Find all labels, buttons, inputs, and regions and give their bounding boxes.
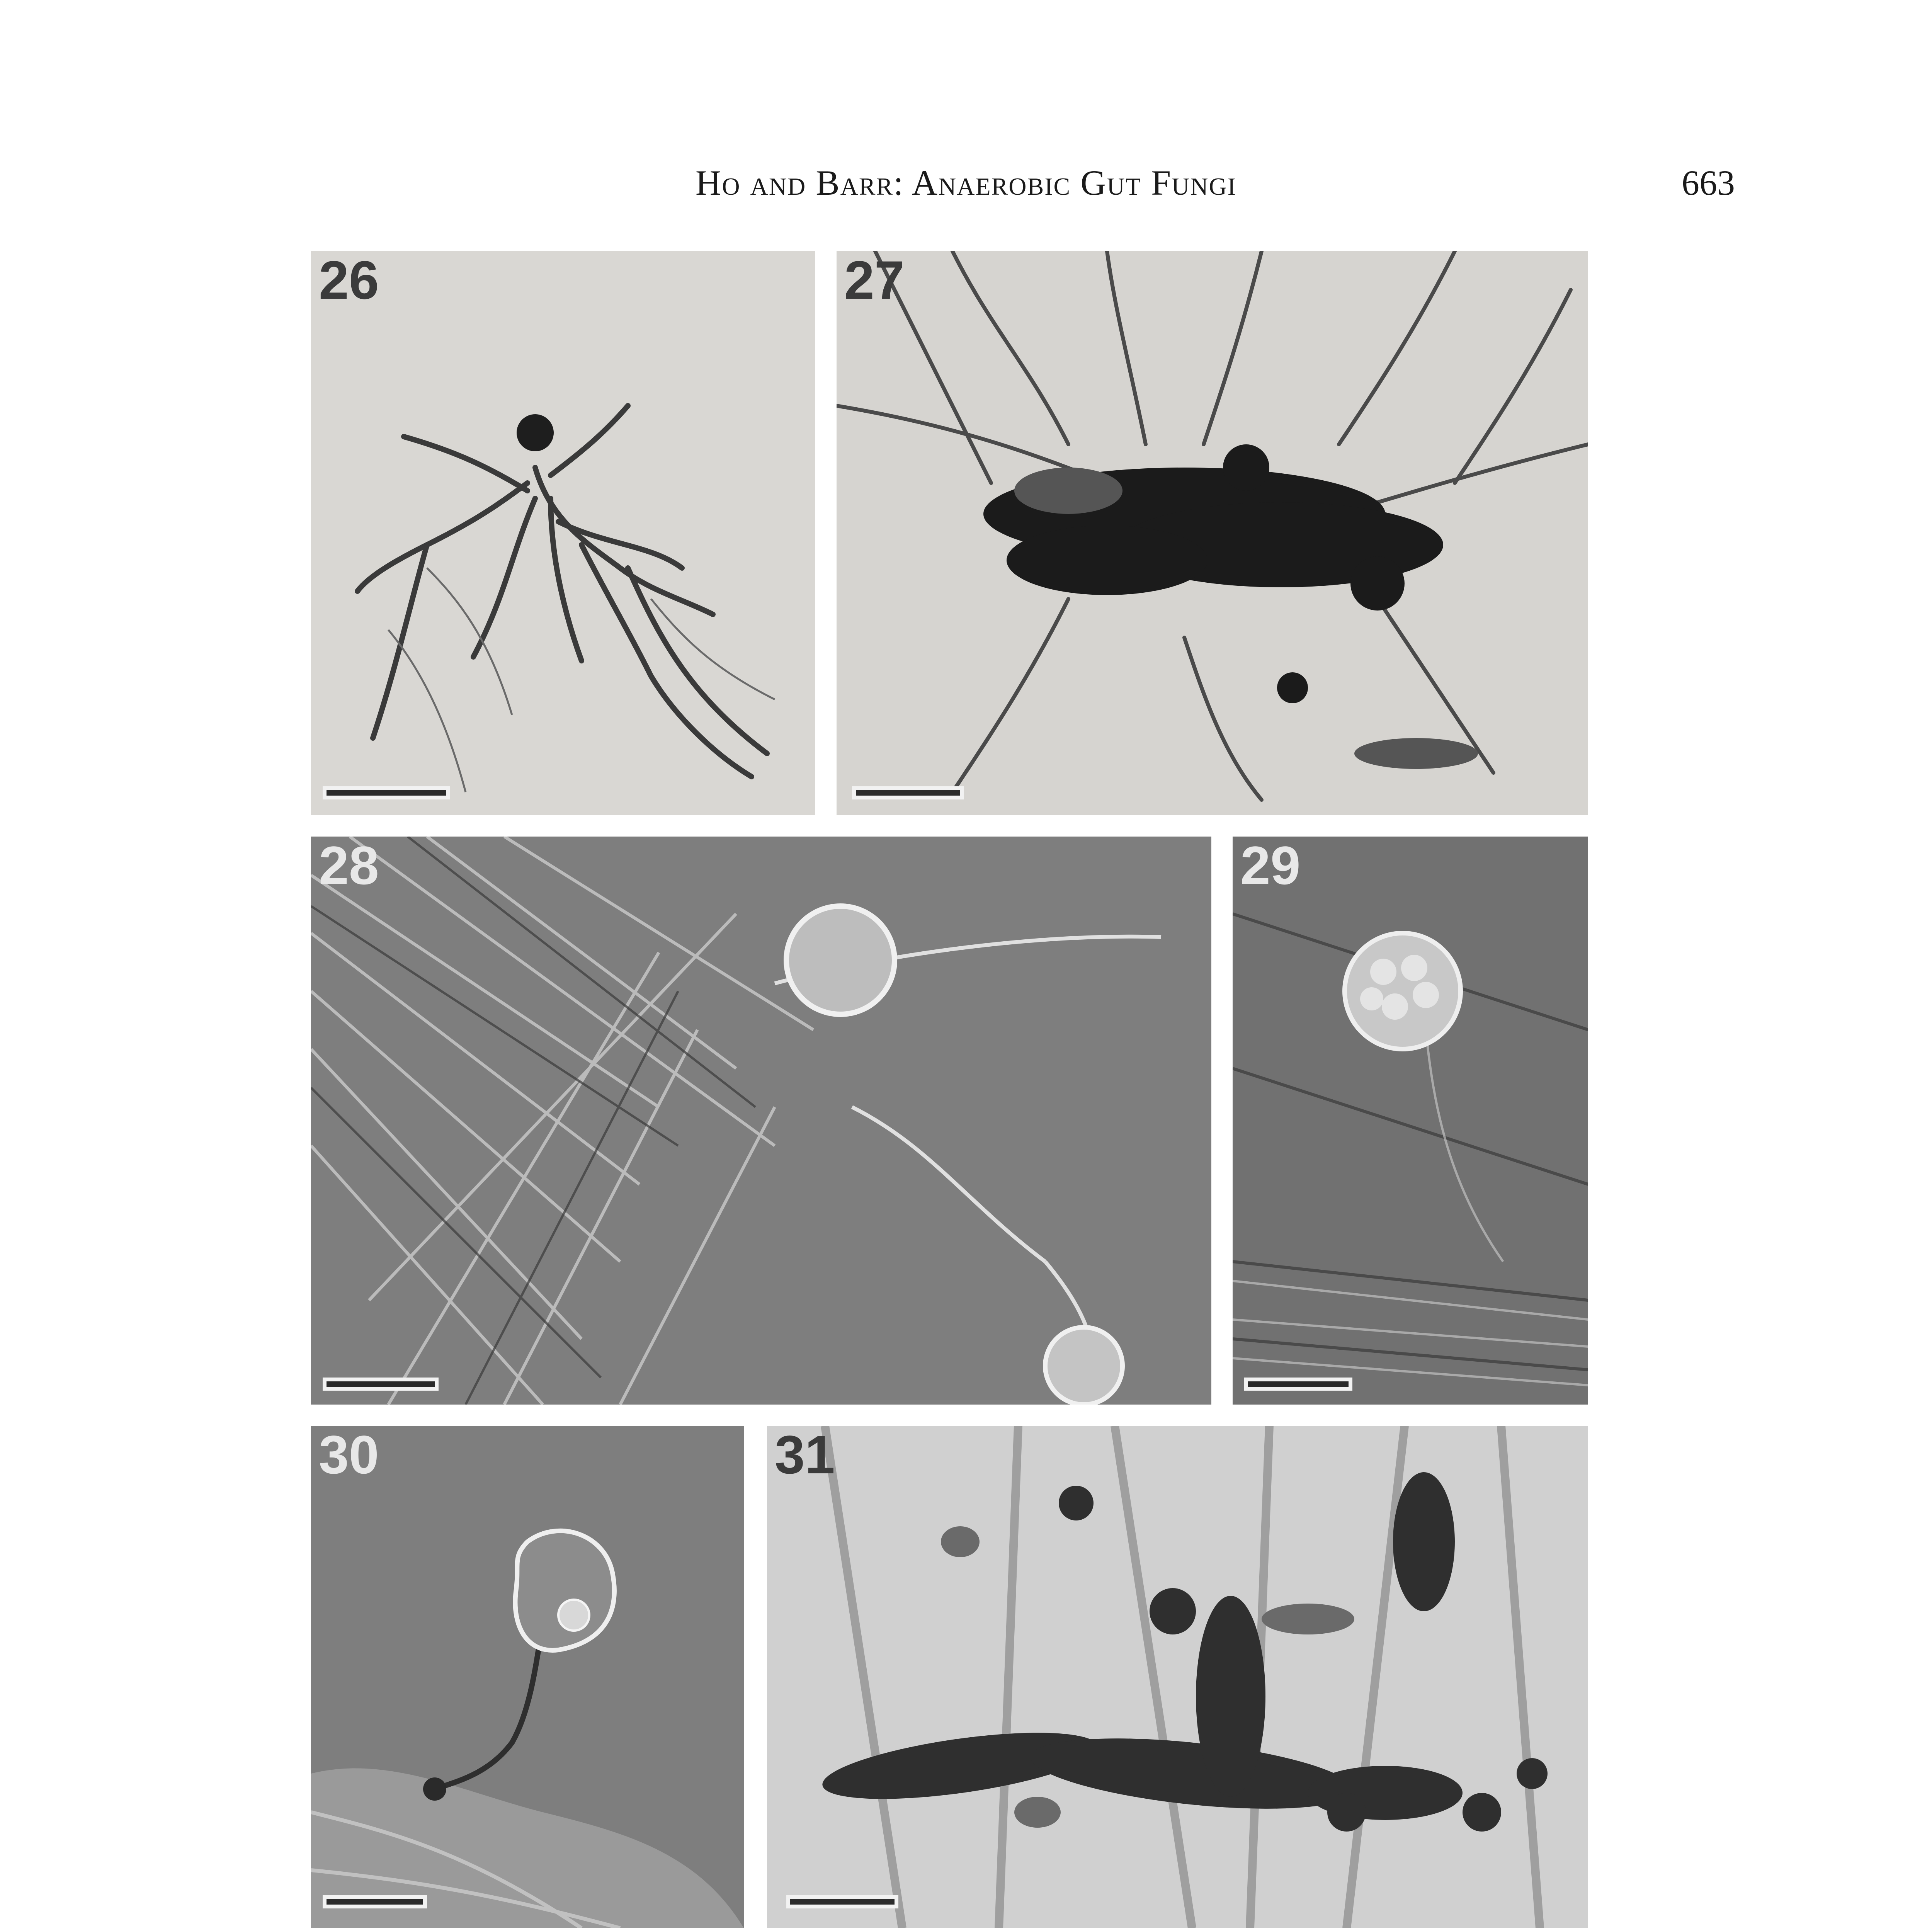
panel-label: 28	[319, 837, 379, 896]
scale-bar	[323, 1895, 427, 1908]
micrograph-old-culture-icon	[767, 1426, 1588, 1928]
running-header: Ho and Barr: Anaerobic Gut Fungi	[695, 163, 1237, 202]
scale-bar	[1244, 1378, 1352, 1391]
scale-bar	[852, 786, 964, 799]
panel-label: 27	[844, 251, 905, 310]
figure-panel-27	[837, 251, 1588, 815]
scale-bar	[323, 786, 450, 799]
figure-panel-31	[767, 1426, 1588, 1928]
scale-bar	[786, 1895, 898, 1908]
figure-panel-29	[1233, 837, 1588, 1405]
micrograph-mature-sporangium-icon	[1233, 837, 1588, 1405]
panel-label: 26	[319, 251, 379, 310]
panel-label: 30	[319, 1426, 379, 1485]
micrograph-empty-sporangium-icon	[311, 1426, 744, 1928]
scale-bar	[323, 1378, 439, 1391]
figure-panel-28	[311, 837, 1211, 1405]
panel-label: 31	[775, 1426, 835, 1485]
page-number: 663	[1682, 163, 1735, 202]
micrograph-sporangia-phase-icon	[311, 837, 1211, 1405]
micrograph-thallus-dense-icon	[837, 251, 1588, 815]
figure-panel-26	[311, 251, 815, 815]
figure-panel-30	[311, 1426, 744, 1928]
micrograph-thallus-early-icon	[311, 251, 815, 815]
panel-label: 29	[1240, 837, 1301, 896]
